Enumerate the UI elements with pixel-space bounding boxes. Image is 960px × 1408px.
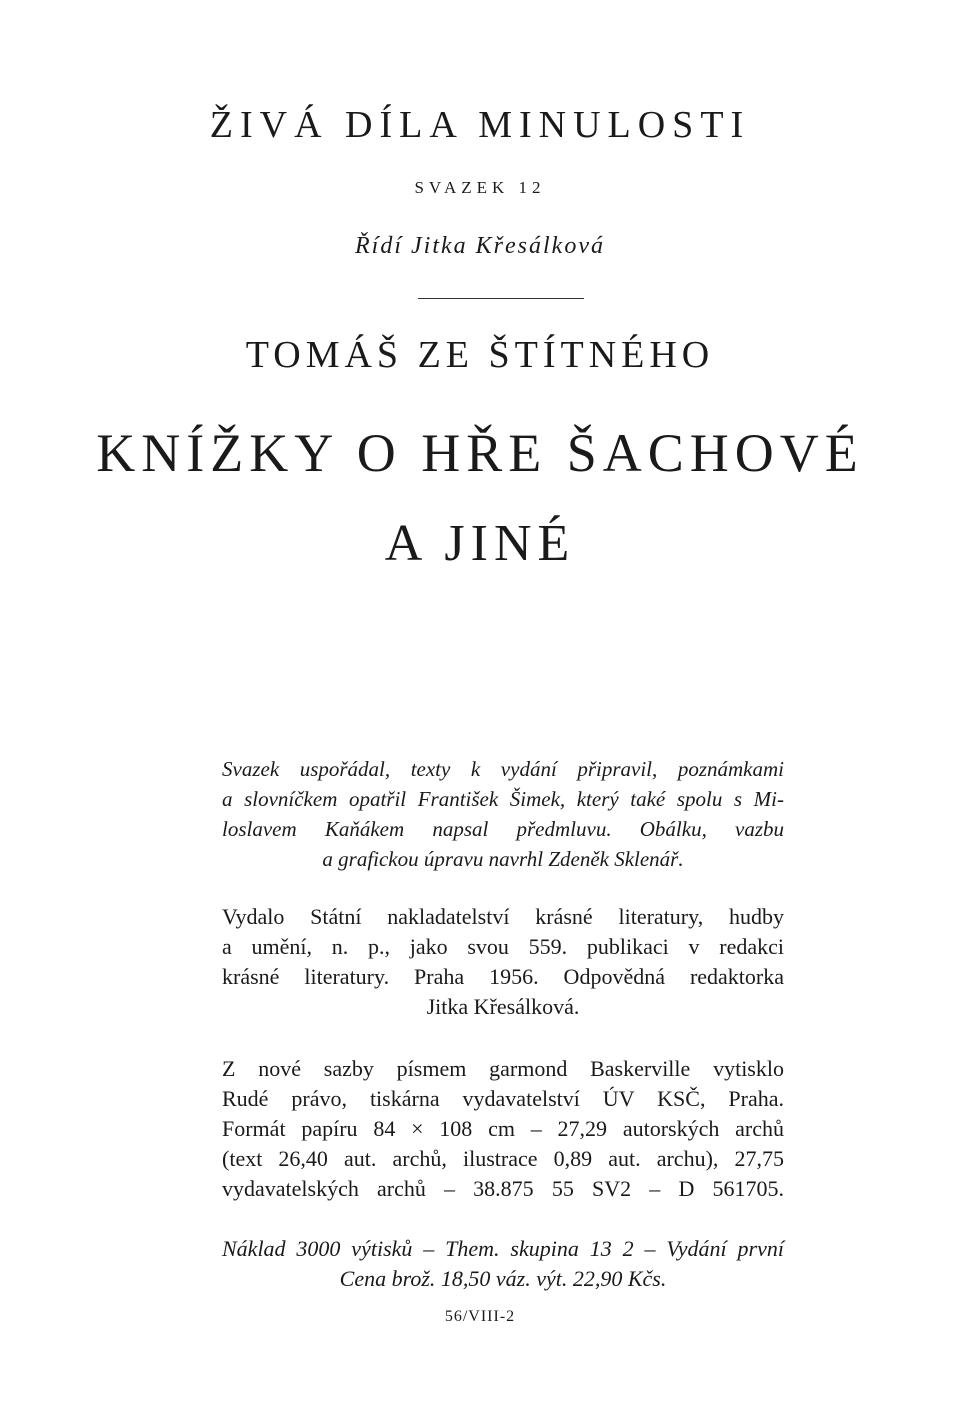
publisher-line: Jitka Křesálková. [426,994,580,1019]
publisher-line: a umění, n. p., jako svou 559. publikaci v redakci [222,934,784,959]
publisher-paragraph [222,902,784,1022]
publisher-line: Vydalo Státní nakladatelství krásné literatury, hudby [222,904,784,929]
divider-rule [418,298,584,299]
edition-line: Náklad 3000 výtisků – Them. skupina 13 2 – Vydání první [222,1236,784,1261]
printing-line: vydavatelských archů – 38.875 55 SV2 – D 561705. [222,1176,784,1201]
credits-line: Svazek uspořádal, texty k vydání připravil, poznámkami [222,757,784,781]
printing-line: Formát papíru 84 × 108 cm – 27,29 autorských archů [222,1116,784,1141]
credits-line: loslavem Kaňákem napsal předmluvu. Obálku, vazbu [222,817,784,841]
edition-paragraph [222,1234,784,1294]
publisher-line: krásné literatury. Praha 1956. Odpovědná redaktorka [222,964,784,989]
credits-paragraph [222,754,784,874]
printing-line: Rudé právo, tiskárna vydavatelství ÚV KSČ, Praha. [222,1086,784,1111]
printing-line: (text 26,40 aut. archů, ilustrace 0,89 aut. archu), 27,75 [222,1146,784,1171]
printing-paragraph [222,1054,784,1204]
edition-line: Cena brož. 18,50 váz. výt. 22,90 Kčs. [339,1266,667,1291]
credits-line: a grafickou úpravu navrhl Zdeněk Sklenář. [322,847,684,871]
book-title-line-1: KNÍŽKY O HŘE ŠACHOVÉ [96,423,864,483]
series-title: ŽIVÁ DÍLA MINULOSTI [209,104,751,146]
printing-line: Z nové sazby písmem garmond Baskerville vytisklo [222,1056,784,1081]
series-editor: Řídí Jitka Křesálková [355,233,605,259]
book-title-line-2: A JINÉ [384,515,576,572]
print-code: 56/VIII-2 [444,1308,516,1325]
author-name: TOMÁŠ ZE ŠTÍTNÉHO [245,334,715,376]
credits-line: a slovníčkem opatřil František Šimek, který také spolu s Mi- [222,787,784,811]
volume-number: SVAZEK 12 [414,178,546,197]
